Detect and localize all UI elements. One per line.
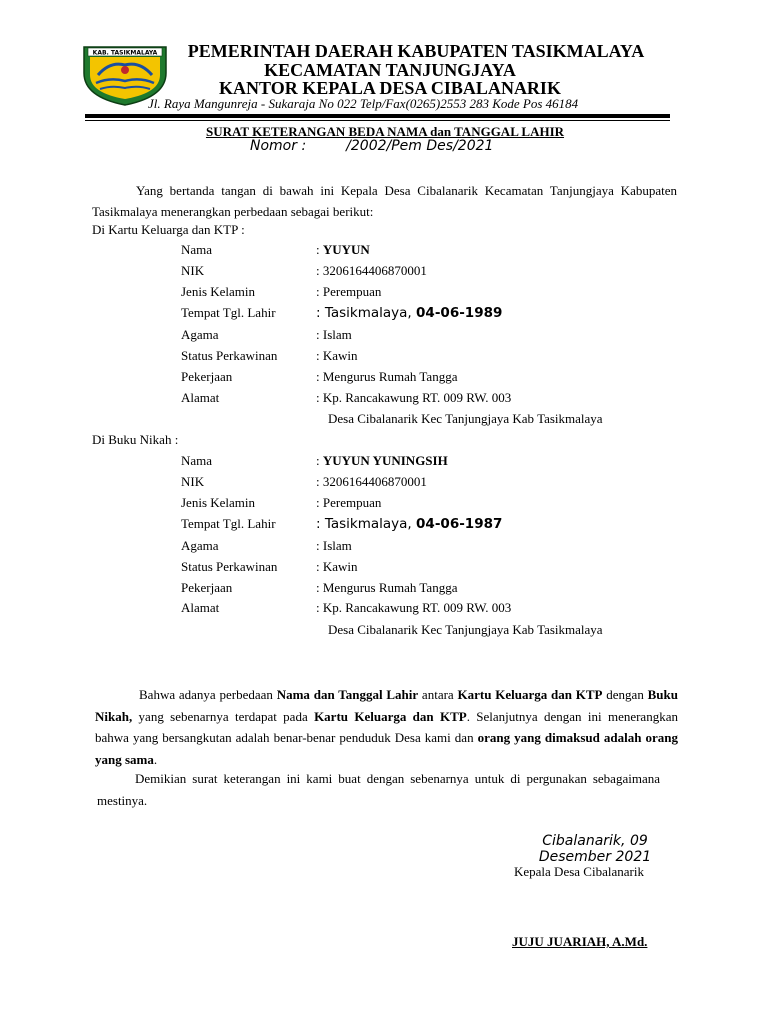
closing-text: Demikian surat keterangan ini kami buat dengan sebenarnya untuk di pergunakan sebagaimana mestinya.: [97, 771, 660, 808]
kk-ttl-value: : Tasikmalaya, 04-06-1989: [316, 305, 503, 321]
nikah-nik-value: : 3206164406870001: [316, 474, 427, 489]
kk-status-label: Status Perkawinan: [181, 348, 278, 363]
nikah-nama-label: Nama: [181, 453, 213, 468]
kk-alamat-value: : Kp. Rancakawung RT. 009 RW. 003: [316, 390, 512, 405]
header-office: KANTOR KEPALA DESA CIBALANARIK: [219, 78, 561, 98]
logo-text: KAB. TASIKMALAYA: [92, 49, 158, 57]
intro-text: Yang bertanda tangan di bawah ini Kepala Desa Cibalanarik Kecamatan Tanjungjaya Kabupaten Tasikmalaya menerangkan perbedaan sebagai berikut:: [92, 183, 677, 219]
kk-heading: Di Kartu Keluarga dan KTP :: [92, 222, 245, 237]
kk-agama-value: : Islam: [316, 327, 352, 342]
kk-jk-label: Jenis Kelamin: [181, 284, 256, 299]
nikah-pekerjaan-value: : Mengurus Rumah Tangga: [316, 580, 458, 595]
letter-number: [250, 138, 493, 154]
letter-title: SURAT KETERANGAN BEDA NAMA dan TANGGAL LAHIR: [205, 124, 565, 139]
kk-jk-value: : Perempuan: [316, 284, 382, 299]
signature-position: Kepala Desa Cibalanarik: [514, 864, 644, 879]
nikah-alamat-continuation: Desa Cibalanarik Kec Tanjungjaya Kab Tasikmalaya: [328, 622, 603, 637]
closing-paragraph: [97, 768, 660, 812]
header-address: Jl. Raya Mangunreja - Sukaraja No 022 Telp/Fax(0265)2553 283 Kode Pos 46184: [148, 96, 579, 111]
signature-place-date: [520, 833, 670, 865]
signature-name: JUJU JUARIAH, A.Md.: [512, 934, 648, 949]
signature-place-date-line2: Desember 2021: [538, 849, 652, 865]
kk-nama-value: : YUYUN: [316, 242, 370, 257]
nikah-pekerjaan-label: Pekerjaan: [181, 580, 233, 595]
nikah-jk-value: : Perempuan: [316, 495, 382, 510]
letter-number-label: Nomor :: [250, 138, 307, 154]
nikah-heading: Di Buku Nikah :: [92, 432, 179, 447]
kk-alamat-label: Alamat: [181, 390, 220, 405]
nikah-nik-label: NIK: [181, 474, 205, 489]
signature-place-date-line1: Cibalanarik, 09: [542, 833, 648, 849]
kk-pekerjaan-value: : Mengurus Rumah Tangga: [316, 369, 458, 384]
header-government: PEMERINTAH DAERAH KABUPATEN TASIKMALAYA: [187, 41, 645, 61]
kk-pekerjaan-label: Pekerjaan: [181, 369, 233, 384]
nikah-jk-label: Jenis Kelamin: [181, 495, 256, 510]
nikah-alamat-label: Alamat: [181, 600, 220, 615]
nikah-nama-value: : YUYUN YUNINGSIH: [316, 453, 448, 468]
nikah-ttl-value: : Tasikmalaya, 04-06-1987: [316, 516, 503, 532]
header-district: KECAMATAN TANJUNGJAYA: [264, 60, 516, 80]
nikah-alamat-value: : Kp. Rancakawung RT. 009 RW. 003: [316, 600, 512, 615]
intro-paragraph: [92, 180, 677, 222]
kk-status-value: : Kawin: [316, 348, 358, 363]
kk-alamat-continuation: Desa Cibalanarik Kec Tanjungjaya Kab Tasikmalaya: [328, 411, 603, 426]
header-rule-thin: [85, 120, 670, 121]
nikah-ttl-label: Tempat Tgl. Lahir: [181, 516, 276, 531]
nikah-agama-label: Agama: [181, 538, 219, 553]
nikah-agama-value: : Islam: [316, 538, 352, 553]
letter-number-value: /2002/Pem Des/2021: [346, 138, 494, 154]
kk-ttl-label: Tempat Tgl. Lahir: [181, 305, 276, 320]
kk-nik-value: : 3206164406870001: [316, 263, 427, 278]
nikah-status-label: Status Perkawinan: [181, 559, 278, 574]
kk-nama-label: Nama: [181, 242, 213, 257]
statement-paragraph: Bahwa adanya perbedaan Nama dan Tanggal Lahir antara Kartu Keluarga dan KTP dengan Buku Nikah, yang sebenarnya terdapat pada Kartu Keluarga dan KTP. Selanjutnya dengan ini menerangkan bahwa yang bersangkutan adalah benar-benar penduduk Desa kami dan orang yang dimaksud adalah orang yang sama.: [95, 687, 678, 767]
header-rule-thick: [85, 114, 670, 118]
kk-agama-label: Agama: [181, 327, 219, 342]
kk-nik-label: NIK: [181, 263, 205, 278]
nikah-status-value: : Kawin: [316, 559, 358, 574]
